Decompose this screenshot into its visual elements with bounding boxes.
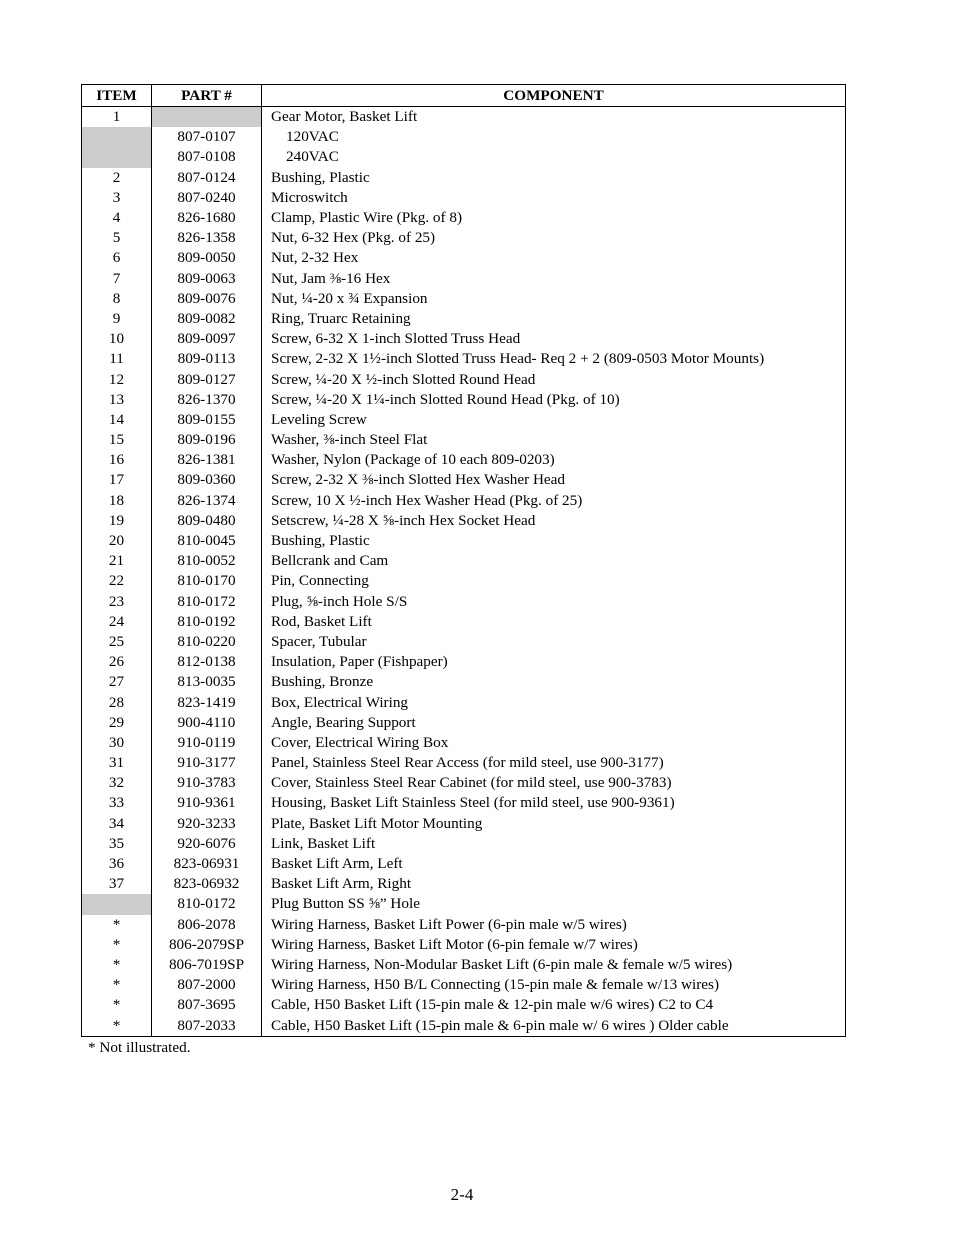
header-component: COMPONENT — [262, 85, 846, 107]
part-number-cell: 807-2033 — [152, 1015, 262, 1036]
part-number-cell: 920-3233 — [152, 814, 262, 834]
table-row — [82, 289, 846, 309]
item-cell: 35 — [82, 834, 152, 854]
header-item: ITEM — [82, 85, 152, 107]
item-cell: 7 — [82, 269, 152, 289]
item-cell: 1 — [82, 107, 152, 128]
component-cell: Basket Lift Arm, Right — [262, 874, 846, 894]
table-row — [82, 571, 846, 591]
component-cell: Plate, Basket Lift Motor Mounting — [262, 814, 846, 834]
component-cell: Wiring Harness, H50 B/L Connecting (15-pin male & female w/13 wires) — [262, 975, 846, 995]
component-cell: Bellcrank and Cam — [262, 551, 846, 571]
part-number-cell: 910-9361 — [152, 793, 262, 813]
table-row — [82, 854, 846, 874]
part-number-cell: 807-0240 — [152, 188, 262, 208]
item-cell: 30 — [82, 733, 152, 753]
component-cell: Leveling Screw — [262, 410, 846, 430]
part-number-cell: 809-0076 — [152, 289, 262, 309]
part-number-cell: 810-0220 — [152, 632, 262, 652]
table-row — [82, 491, 846, 511]
table-row — [82, 450, 846, 470]
item-cell: 16 — [82, 450, 152, 470]
table-row — [82, 1015, 846, 1036]
part-number-cell: 812-0138 — [152, 652, 262, 672]
item-cell: 2 — [82, 168, 152, 188]
part-number-cell: 807-0108 — [152, 147, 262, 167]
parts-table-body — [82, 107, 846, 1037]
component-cell: 240VAC — [262, 147, 846, 167]
part-number-cell: 806-7019SP — [152, 955, 262, 975]
component-cell: Bushing, Plastic — [262, 531, 846, 551]
item-cell: 12 — [82, 369, 152, 389]
part-number-cell: 807-0124 — [152, 168, 262, 188]
item-cell: * — [82, 915, 152, 935]
component-cell: Plug Button SS ⅝” Hole — [262, 894, 846, 914]
part-number-cell: 809-0113 — [152, 349, 262, 369]
item-cell: 4 — [82, 208, 152, 228]
item-cell: 33 — [82, 793, 152, 813]
table-row — [82, 127, 846, 147]
part-number-cell: 920-6076 — [152, 834, 262, 854]
part-number-cell — [152, 107, 262, 128]
table-row — [82, 329, 846, 349]
part-number-cell: 810-0172 — [152, 894, 262, 914]
item-cell — [82, 127, 152, 147]
table-row — [82, 692, 846, 712]
component-cell: Wiring Harness, Non-Modular Basket Lift (6-pin male & female w/5 wires) — [262, 955, 846, 975]
component-cell: Nut, 6-32 Hex (Pkg. of 25) — [262, 228, 846, 248]
component-cell: Screw, 10 X ½-inch Hex Washer Head (Pkg. of 25) — [262, 491, 846, 511]
component-cell: Nut, Jam ⅜-16 Hex — [262, 269, 846, 289]
component-cell: Rod, Basket Lift — [262, 612, 846, 632]
part-number-cell: 810-0172 — [152, 592, 262, 612]
part-number-cell: 910-0119 — [152, 733, 262, 753]
table-row — [82, 107, 846, 128]
part-number-cell: 809-0127 — [152, 369, 262, 389]
component-cell: Pin, Connecting — [262, 571, 846, 591]
component-cell: Nut, 2-32 Hex — [262, 248, 846, 268]
part-number-cell: 806-2079SP — [152, 935, 262, 955]
component-cell: Cable, H50 Basket Lift (15-pin male & 12-pin male w/6 wires) C2 to C4 — [262, 995, 846, 1015]
item-cell: 8 — [82, 289, 152, 309]
table-row — [82, 592, 846, 612]
item-cell: 5 — [82, 228, 152, 248]
component-cell: Gear Motor, Basket Lift — [262, 107, 846, 128]
part-number-cell: 810-0045 — [152, 531, 262, 551]
item-cell: 32 — [82, 773, 152, 793]
item-cell: 3 — [82, 188, 152, 208]
component-cell: Bushing, Bronze — [262, 672, 846, 692]
table-row — [82, 995, 846, 1015]
item-cell: 37 — [82, 874, 152, 894]
item-cell — [82, 147, 152, 167]
item-cell: 29 — [82, 713, 152, 733]
table-row — [82, 874, 846, 894]
table-row — [82, 612, 846, 632]
part-number-cell: 806-2078 — [152, 915, 262, 935]
item-cell: * — [82, 935, 152, 955]
part-number-cell: 809-0097 — [152, 329, 262, 349]
component-cell: Cover, Stainless Steel Rear Cabinet (for mild steel, use 900-3783) — [262, 773, 846, 793]
table-row — [82, 208, 846, 228]
table-row — [82, 814, 846, 834]
part-number-cell: 807-0107 — [152, 127, 262, 147]
item-cell: 24 — [82, 612, 152, 632]
item-cell: 13 — [82, 390, 152, 410]
item-cell: 20 — [82, 531, 152, 551]
item-cell: 15 — [82, 430, 152, 450]
item-cell: * — [82, 1015, 152, 1036]
part-number-cell: 809-0196 — [152, 430, 262, 450]
part-number-cell: 826-1374 — [152, 491, 262, 511]
table-row — [82, 753, 846, 773]
component-cell: Setscrew, ¼-28 X ⅝-inch Hex Socket Head — [262, 511, 846, 531]
component-cell: Screw, 6-32 X 1-inch Slotted Truss Head — [262, 329, 846, 349]
part-number-cell: 826-1358 — [152, 228, 262, 248]
part-number-cell: 910-3783 — [152, 773, 262, 793]
table-row — [82, 713, 846, 733]
part-number-cell: 809-0360 — [152, 470, 262, 490]
component-cell: Panel, Stainless Steel Rear Access (for mild steel, use 900-3177) — [262, 753, 846, 773]
component-cell: Wiring Harness, Basket Lift Power (6-pin male w/5 wires) — [262, 915, 846, 935]
table-row — [82, 228, 846, 248]
table-row — [82, 672, 846, 692]
item-cell: 26 — [82, 652, 152, 672]
item-cell: 22 — [82, 571, 152, 591]
component-cell: Housing, Basket Lift Stainless Steel (for mild steel, use 900-9361) — [262, 793, 846, 813]
table-row — [82, 470, 846, 490]
component-cell: Plug, ⅝-inch Hole S/S — [262, 592, 846, 612]
item-cell: 23 — [82, 592, 152, 612]
part-number-cell: 809-0050 — [152, 248, 262, 268]
table-row — [82, 369, 846, 389]
item-cell: * — [82, 955, 152, 975]
item-cell: 34 — [82, 814, 152, 834]
component-cell: Bushing, Plastic — [262, 168, 846, 188]
item-cell: 21 — [82, 551, 152, 571]
part-number-cell: 823-1419 — [152, 692, 262, 712]
item-cell: 19 — [82, 511, 152, 531]
table-row — [82, 733, 846, 753]
table-row — [82, 915, 846, 935]
table-row — [82, 390, 846, 410]
parts-table — [81, 84, 846, 1037]
part-number-cell: 809-0155 — [152, 410, 262, 430]
item-cell: 9 — [82, 309, 152, 329]
component-cell: Wiring Harness, Basket Lift Motor (6-pin female w/7 wires) — [262, 935, 846, 955]
component-cell: Cover, Electrical Wiring Box — [262, 733, 846, 753]
table-row — [82, 894, 846, 914]
table-row — [82, 430, 846, 450]
table-row — [82, 834, 846, 854]
item-cell: 10 — [82, 329, 152, 349]
component-cell: Screw, 2-32 X 1½-inch Slotted Truss Head- Req 2 + 2 (809-0503 Motor Mounts) — [262, 349, 846, 369]
table-row — [82, 188, 846, 208]
part-number-cell: 810-0192 — [152, 612, 262, 632]
component-cell: Ring, Truarc Retaining — [262, 309, 846, 329]
table-row — [82, 248, 846, 268]
component-cell: Washer, ⅜-inch Steel Flat — [262, 430, 846, 450]
table-row — [82, 410, 846, 430]
table-row — [82, 168, 846, 188]
item-cell — [82, 894, 152, 914]
component-cell: Screw, ¼-20 X ½-inch Slotted Round Head — [262, 369, 846, 389]
component-cell: Microswitch — [262, 188, 846, 208]
item-cell: * — [82, 995, 152, 1015]
part-number-cell: 826-1381 — [152, 450, 262, 470]
part-number-cell: 823-06932 — [152, 874, 262, 894]
item-cell: 25 — [82, 632, 152, 652]
table-row — [82, 793, 846, 813]
table-row — [82, 349, 846, 369]
part-number-cell: 910-3177 — [152, 753, 262, 773]
part-number-cell: 807-3695 — [152, 995, 262, 1015]
item-cell: 36 — [82, 854, 152, 874]
component-cell: Box, Electrical Wiring — [262, 692, 846, 712]
component-cell: Washer, Nylon (Package of 10 each 809-0203) — [262, 450, 846, 470]
table-row — [82, 652, 846, 672]
component-cell: Angle, Bearing Support — [262, 713, 846, 733]
table-row — [82, 147, 846, 167]
part-number-cell: 809-0480 — [152, 511, 262, 531]
component-cell: Basket Lift Arm, Left — [262, 854, 846, 874]
item-cell: 28 — [82, 692, 152, 712]
part-number-cell: 813-0035 — [152, 672, 262, 692]
component-cell: Screw, ¼-20 X 1¼-inch Slotted Round Head (Pkg. of 10) — [262, 390, 846, 410]
part-number-cell: 807-2000 — [152, 975, 262, 995]
item-cell: 18 — [82, 491, 152, 511]
table-row — [82, 531, 846, 551]
table-header-row — [82, 85, 846, 107]
component-cell: Screw, 2-32 X ⅜-inch Slotted Hex Washer Head — [262, 470, 846, 490]
part-number-cell: 809-0082 — [152, 309, 262, 329]
component-cell: Link, Basket Lift — [262, 834, 846, 854]
item-cell: 27 — [82, 672, 152, 692]
item-cell: 14 — [82, 410, 152, 430]
part-number-cell: 809-0063 — [152, 269, 262, 289]
part-number-cell: 900-4110 — [152, 713, 262, 733]
item-cell: 17 — [82, 470, 152, 490]
item-cell: * — [82, 975, 152, 995]
item-cell: 11 — [82, 349, 152, 369]
item-cell: 6 — [82, 248, 152, 268]
table-row — [82, 773, 846, 793]
part-number-cell: 823-06931 — [152, 854, 262, 874]
table-row — [82, 269, 846, 289]
footnote: * Not illustrated. — [88, 1039, 191, 1056]
component-cell: Insulation, Paper (Fishpaper) — [262, 652, 846, 672]
item-cell: 31 — [82, 753, 152, 773]
table-row — [82, 309, 846, 329]
table-row — [82, 955, 846, 975]
table-row — [82, 551, 846, 571]
table-row — [82, 632, 846, 652]
component-cell: Cable, H50 Basket Lift (15-pin male & 6-pin male w/ 6 wires ) Older cable — [262, 1015, 846, 1036]
part-number-cell: 810-0170 — [152, 571, 262, 591]
component-cell: Spacer, Tubular — [262, 632, 846, 652]
component-cell: Nut, ¼-20 x ¾ Expansion — [262, 289, 846, 309]
header-part-number: PART # — [152, 85, 262, 107]
table-row — [82, 511, 846, 531]
component-cell: Clamp, Plastic Wire (Pkg. of 8) — [262, 208, 846, 228]
part-number-cell: 810-0052 — [152, 551, 262, 571]
table-row — [82, 935, 846, 955]
page-number: 2-4 — [450, 1185, 474, 1204]
table-row — [82, 975, 846, 995]
part-number-cell: 826-1680 — [152, 208, 262, 228]
component-cell: 120VAC — [262, 127, 846, 147]
part-number-cell: 826-1370 — [152, 390, 262, 410]
